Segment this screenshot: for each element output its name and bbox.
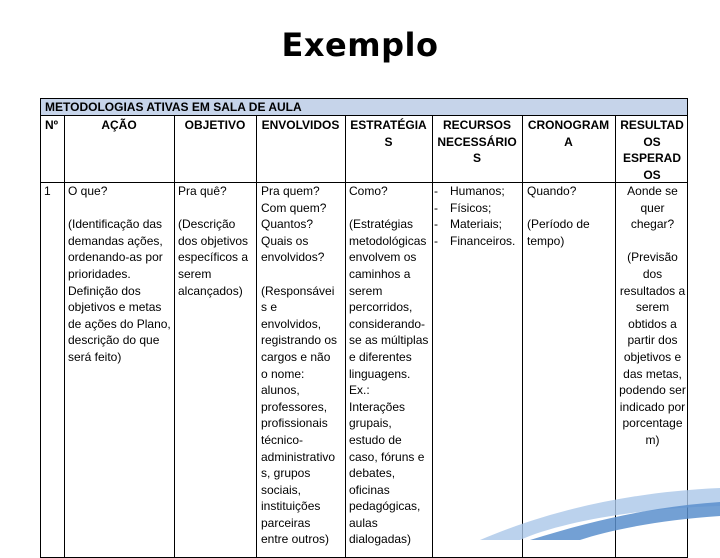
resource-label: Financeiros. — [450, 233, 516, 248]
header-cronograma: CRONOGRAM A — [527, 118, 610, 149]
resource-dash: - — [434, 184, 438, 198]
cell-objetivo: Pra quê? (Descrição dos objetivos específicos a serem alcançados) — [178, 184, 249, 298]
header-recursos: RECURSOS NECESSÁRIO S — [437, 118, 517, 165]
header-acao: AÇÃO — [101, 118, 137, 132]
cell-estrategias: Como? (Estratégias metodológicas envolvem os caminhos a serem percorridos, considerando- se as múltiplas e diferentes linguagens. Ex.: Interações grupais, estudo de caso, fóruns e debates, oficinas pedagógicas, aulas dialogadas) — [349, 184, 429, 547]
resource-item — [432, 233, 518, 250]
slide-title: Exemplo — [281, 26, 439, 64]
resource-dash: - — [434, 233, 438, 248]
resource-dash: - — [434, 200, 438, 215]
cell-cronograma: Quando? (Período de tempo) — [527, 184, 590, 248]
header-no: Nº — [45, 118, 59, 132]
resource-dash: - — [434, 217, 438, 232]
table-caption: METODOLOGIAS ATIVAS EM SALA DE AULA — [41, 99, 687, 116]
resource-item — [432, 200, 518, 217]
header-envolvidos: ENVOLVIDOS — [261, 118, 340, 132]
cell-resultados: Aonde se quer chegar? (Previsão dos resultados a serem obtidos a partir dos objetivos e das metas, podendo ser indicado por porcentage m) — [619, 184, 686, 447]
header-estrategias: ESTRATÉGIA S — [350, 118, 427, 149]
resource-item — [432, 216, 518, 233]
header-objetivo: OBJETIVO — [184, 118, 246, 132]
resource-item — [432, 183, 518, 200]
cell-envolvidos: Pra quem? Com quem? Quantos? Quais os envolvidos? (Responsávei s e envolvidos, registrando os cargos e não o nome: alunos, professores, profissionais técnico- administrativo s, grupos sociais, instituições parceiras entre outros) — [261, 184, 338, 547]
resource-label: Materiais; — [450, 217, 503, 232]
header-resultados: RESULTAD OS ESPERAD OS — [620, 118, 684, 182]
cell-acao: O que? (Identificação das demandas ações, ordenando-as por prioridades. Definição dos objetivos e metas de ações do Plano, descrição do que será feito) — [68, 184, 171, 364]
cell-recursos — [432, 183, 518, 249]
resource-label: Humanos; — [450, 184, 505, 198]
decorative-swoosh — [460, 480, 720, 540]
resource-label: Físicos; — [450, 200, 492, 215]
cell-no: 1 — [44, 184, 51, 198]
